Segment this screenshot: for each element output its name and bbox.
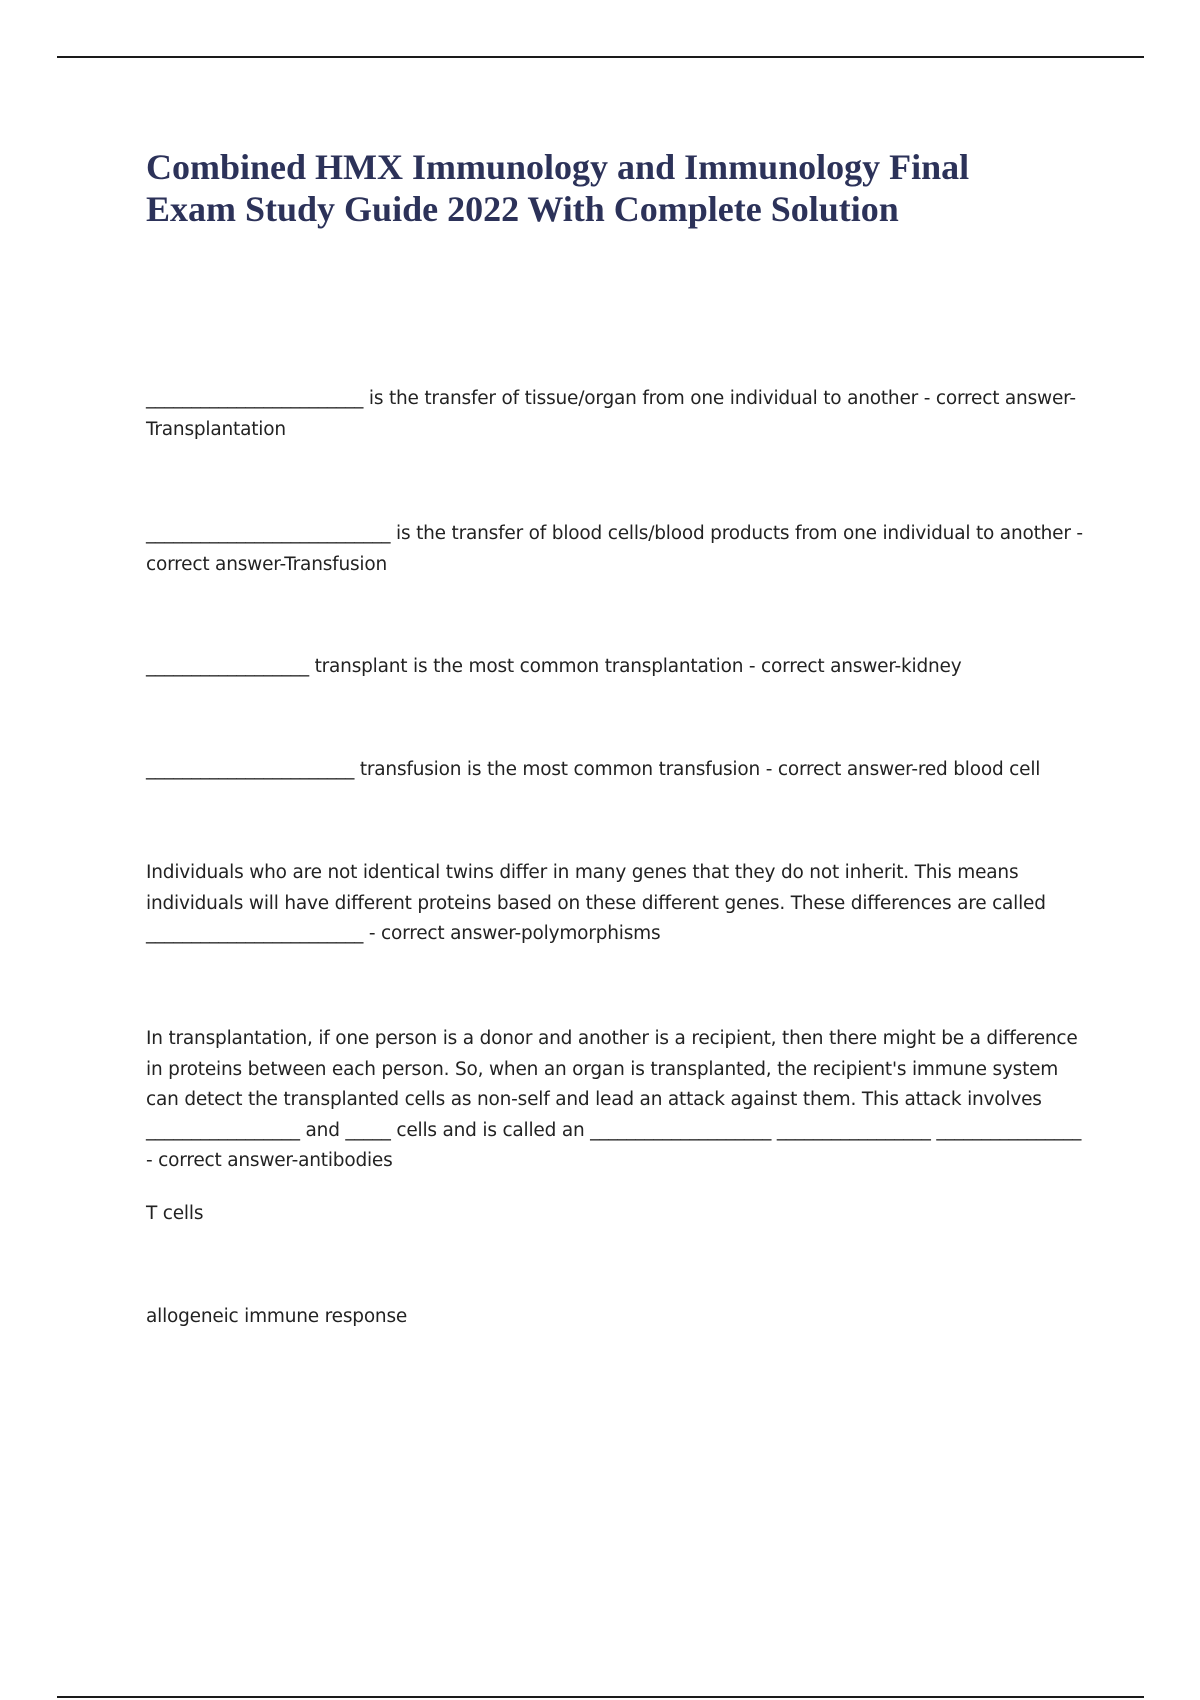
question-2: ___________________________ is the transfer of blood cells/blood products from one individual to another - correct answer-Transfusion <box>146 523 1083 575</box>
bottom-rule <box>57 1696 1144 1698</box>
question-3: __________________ transplant is the most common transplantation - correct answer-kidney <box>146 656 962 677</box>
question-5: Individuals who are not identical twins differ in many genes that they do not inherit. This means individuals will have different proteins based on these different genes. These differences are called ________________________ - correct answer-polymorphisms <box>146 862 1046 944</box>
question-4: _______________________ transfusion is the most common transfusion - correct answer-red blood cell <box>146 759 1041 780</box>
answer-extra-1: T cells <box>146 1203 204 1224</box>
top-rule <box>57 56 1144 58</box>
answer-extra-2: allogeneic immune response <box>146 1306 408 1327</box>
question-1: ________________________ is the transfer of tissue/organ from one individual to another - correct answer-Transplantation <box>146 388 1076 440</box>
question-6: In transplantation, if one person is a donor and another is a recipient, then there might be a difference in proteins between each person. So, when an organ is transplanted, the recipient's immune system can detect the transplanted cells as non-self and lead an attack against them. This attack involves _________________ and _____ cells and is called an ____________________ _________________ ________________ - correct answer-antibodies <box>146 1028 1082 1171</box>
document-title: Combined HMX Immunology and Immunology Final Exam Study Guide 2022 With Complete Solution <box>146 147 970 229</box>
